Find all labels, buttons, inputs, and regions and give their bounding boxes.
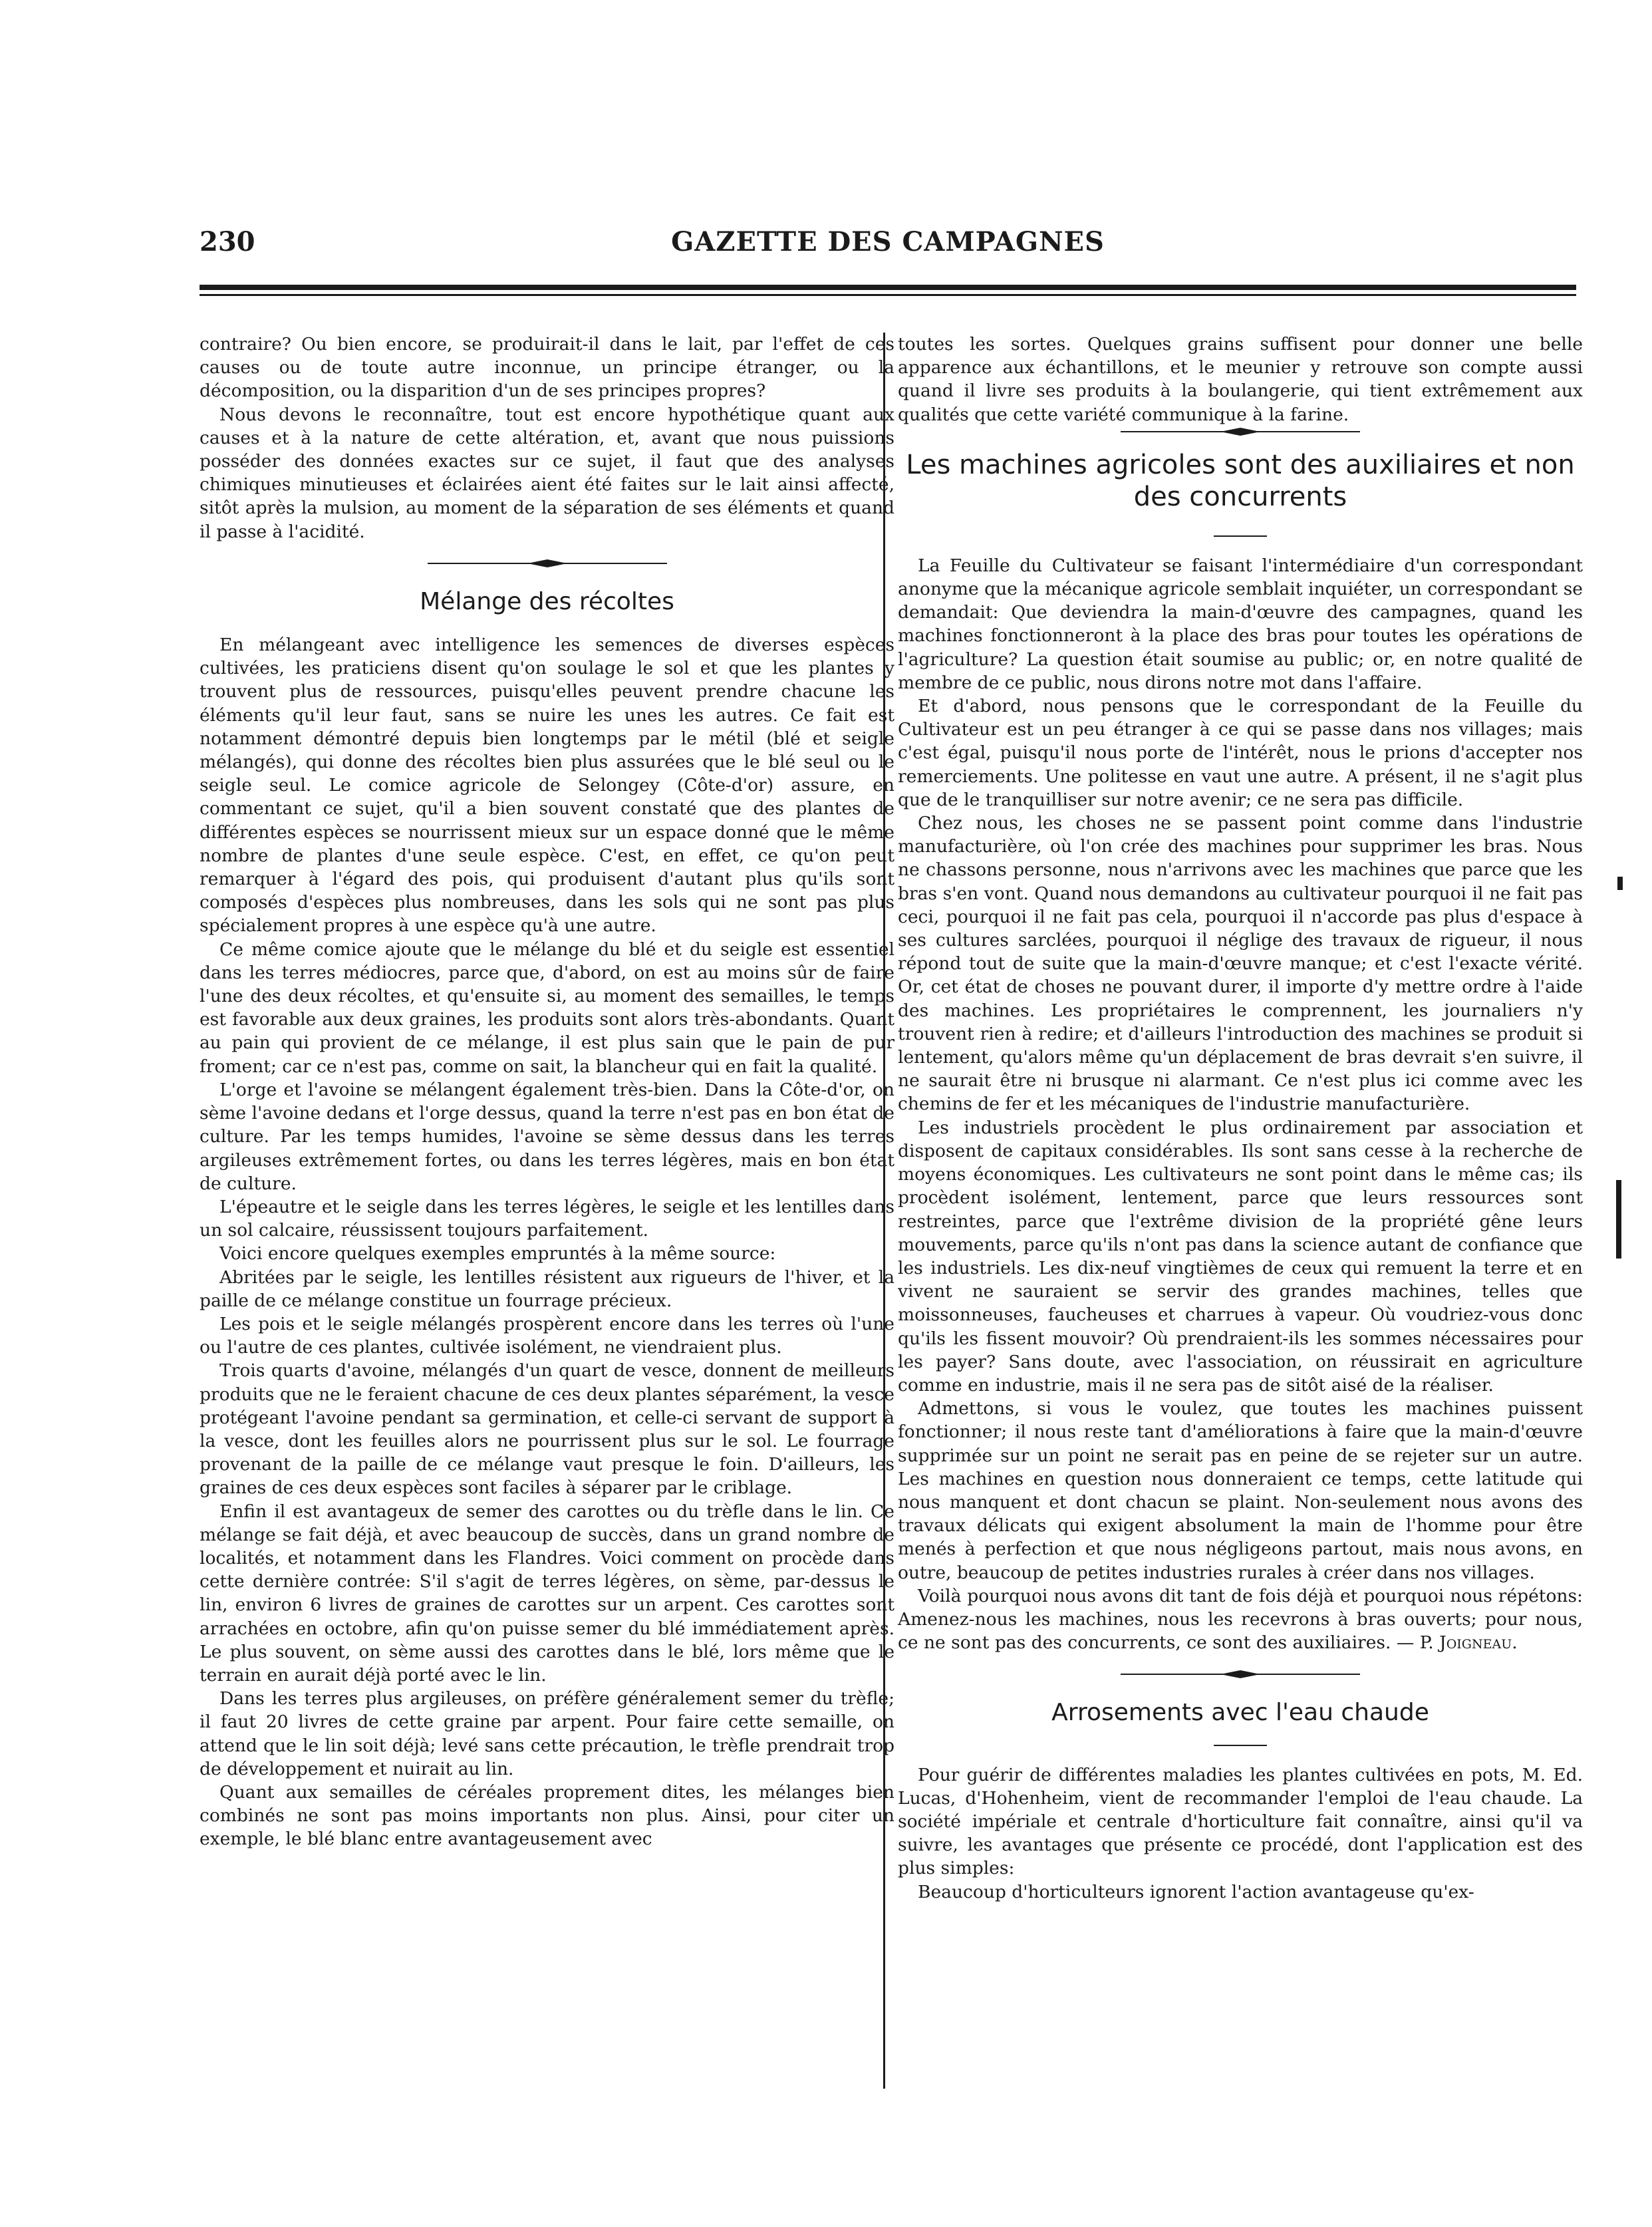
header-rule-thin: [200, 294, 1576, 296]
paragraph: Admettons, si vous le voulez, que toutes les machines puissent fonctionner; il nous reste tant d'améliorations à faire que la main-d'œuvre supprimée sur un point ne serait pas en peine de se rejeter sur un autre. Les machines en question nous donneraient ce temps, cette latitude qui nous manquent et dont chacun se plaint. Non-seulement nous avons des travaux délicats qui exigent absolument la main de l'homme pour être menés à perfection et que nous négligeons partout, mais nous avons, en outre, beaucoup de petites industries rurales à créer dans nos villages.: [898, 1398, 1583, 1583]
section-title-melange: Mélange des récoltes: [420, 587, 674, 615]
paragraph: L'épeautre et le seigle dans les terres légères, le seigle et les lentilles dans un sol calcaire, réussissent toujours parfaitement.: [200, 1196, 895, 1241]
margin-mark: [1616, 1180, 1621, 1259]
paragraph: Les industriels procèdent le plus ordinairement par association et disposent de capitaux considérables. Ils sont sans cesse à la recherche de moyens économiques. Les cultivateurs ne sont point dans le même cas; ils procèdent isolément, lentement, parce que leurs ressources sont restreintes, parce que l'extrême division de la propriété gêne leurs mouvements, parce qu'ils n'ont pas dans la science autant de confiance que les industriels. Les dix-neuf vingtièmes de ceux qui remuent la terre et en vivent ne sauraient se servir des grandes machines, telles que moissonneuses, faucheuses et charrues à vapeur. Où voudriez-vous donc qu'ils les fissent mouvoir? Où prendraient-ils les sommes nécessaires pour les payer? Sans doute, avec l'association, on réussirait en agriculture comme en industrie, mais il ne sera pas de sitôt aisé de la réaliser.: [898, 1117, 1583, 1396]
section-ornament: [428, 558, 667, 569]
right-column: [898, 333, 1583, 1904]
paragraph-text: Voilà pourquoi nous avons dit tant de fois déjà et pourquoi nous répétons: Amenez-nous les machines, nous les recevrons à bras ouverts; pour nous, ce ne sont pas des concurrents, ce sont des auxiliaires.: [898, 1585, 1583, 1654]
margin-mark: [1617, 877, 1623, 890]
paragraph: Les pois et le seigle mélangés prospèrent encore dans les terres où l'une ou l'autre de ces plantes, cultivée isolément, ne viendraient plus.: [200, 1313, 895, 1358]
paragraph: Enfin il est avantageux de semer des carottes ou du trèfle dans le lin. Ce mélange se fait déjà, et avec beaucoup de succès, dans un grand nombre de localités, et notamment dans les Flandres. Voici comment on procède dans cette dernière contrée: S'il s'agit de terres légères, on sème, par-dessus le lin, environ 6 livres de graines de carottes sur un arpent. Ces carottes sont arrachées en octobre, afin qu'on puisse semer du blé immédiatement après. Le plus souvent, on sème aussi des carottes dans le blé, lors même que le terrain en aurait déjà porté avec le lin.: [200, 1501, 895, 1686]
paragraph: Chez nous, les choses ne se passent point comme dans l'industrie manufacturière, où l'on crée des machines pour supprimer les bras. Nous ne chassons personne, nous n'arrivons avec les machines que parce que les bras s'en vont. Quand nous demandons au cultivateur pourquoi il ne fait pas ceci, pourquoi il ne fait pas cela, pourquoi il n'accorde pas plus d'espace à ses cultures sarclées, pourquoi il néglige des travaux de rigueur, il nous répond tout de suite que la main-d'œuvre manque; et c'est l'exacte vérité. Or, cet état de choses ne pouvant durer, il importe d'y mettre ordre à l'aide des machines. Les propriétaires le comprennent, les journaliers n'y trouvent rien à redire; et d'ailleurs l'introduction des machines se produit si lentement, qu'alors même qu'un déplacement de bras devrait s'en suivre, il ne saurait être ni brusque ni alarmant. Ce n'est plus ici comme avec les chemins de fer et les mécaniques de l'industrie manufacturière.: [898, 813, 1583, 1115]
paragraph: Dans les terres plus argileuses, on préfère généralement semer du trèfle; il faut 20 livres de cette graine par arpent. Pour faire cette semaille, on attend que le lin soit déjà; levé sans cette précaution, le trèfle prendrait trop de développement et nuirait au lin.: [200, 1688, 895, 1779]
paragraph: Pour guérir de différentes maladies les plantes cultivées en pots, M. Ed. Lucas, d'Hohenheim, vient de recommander l'emploi de l'eau chaude. La société impériale et centrale d'horticulture fait connaître, ainsi qu'il va suivre, les avantages que présente ce procédé, dont l'application est des plus simples:: [898, 1764, 1583, 1879]
section-title-machines: Les machines agricoles sont des auxiliaires et non des concurrents: [906, 449, 1575, 512]
left-column: [200, 333, 895, 1851]
masthead-title: GAZETTE DES CAMPAGNES: [671, 226, 1105, 257]
paragraph: Quant aux semailles de céréales proprement dites, les mélanges bien combinés ne sont pas moins importants non plus. Ainsi, pour citer un exemple, le blé blanc entre avantageusement avec: [200, 1781, 895, 1850]
title-rule: [1214, 535, 1267, 537]
signature: P. Joigneau.: [1419, 1632, 1518, 1654]
section-ornament: [1121, 426, 1360, 437]
page-number: 230: [200, 226, 255, 257]
header-rule-thick: [200, 285, 1576, 290]
paragraph: Et d'abord, nous pensons que le correspondant de la Feuille du Cultivateur est un peu étranger à ce qui se passe dans nos villages; mais c'est égal, puisqu'il nous porte de l'intérêt, nous le prions d'accepter nos remerciements. Une politesse en vaut une autre. A présent, il ne s'agit plus que de le tranquilliser sur notre avenir; ce ne sera pas difficile.: [898, 696, 1583, 810]
section-ornament: [1121, 1669, 1360, 1680]
paragraph: toutes les sortes. Quelques grains suffisent pour donner une belle apparence aux échantillons, et le meunier y retrouve son compte aussi quand il livre ses produits à la boulangerie, qui tient extrêmement aux qualités que cette variété communique à la farine.: [898, 334, 1583, 425]
title-rule: [1214, 1745, 1267, 1746]
paragraph: L'orge et l'avoine se mélangent également très-bien. Dans la Côte-d'or, on sème l'avoine dedans et l'orge dessus, quand la terre n'est pas en bon état de culture. Par les temps humides, l'avoine se sème dessus dans les terres argileuses extrêmement fortes, ou dans les terres légères, mais en bon état de culture.: [200, 1079, 895, 1194]
paragraph: Beaucoup d'horticulteurs ignorent l'action avantageuse qu'ex-: [918, 1881, 1474, 1902]
paragraph: En mélangeant avec intelligence les semences de diverses espèces cultivées, les praticiens disent qu'on soulage le sol et que les plantes y trouvent plus de ressources, puisqu'elles peuvent prendre chacune les éléments qu'il leur faut, sans se nuire les unes les autres. Ce fait est notamment démontré depuis bien longtemps par le métil (blé et seigle mélangés), qui donne des récoltes bien plus assurées que le blé seul ou le seigle seul. Le comice agricole de Selongey (Côte-d'or) assure, en commentant ce sujet, qu'il a bien souvent constaté que des plantes de différentes espèces se nourrissent mieux sur un espace donné que le même nombre de plantes d'une seule espèce. C'est, en effet, ce qu'on peut remarquer à l'égard des pois, qui produisent d'autant plus qu'ils sont composés d'espèces plus nombreuses, dans les sols qui ne sont pas plus spécialement propres à une espèce qu'à une autre.: [200, 635, 895, 937]
paragraph: contraire? Ou bien encore, se produirait-il dans le lait, par l'effet de ces causes ou de toute autre inconnue, un principe étranger, ou la décomposition, ou la disparition d'un de ses principes propres?: [200, 334, 895, 402]
paragraph: La Feuille du Cultivateur se faisant l'intermédiaire d'un correspondant anonyme que la mécanique agricole semblait inquiéter, un correspondant se demandait: Que deviendra la main-d'œuvre des campagnes, quand les machines fonctionneront à la place des bras pour toutes les opérations de l'agriculture? La question était soumise au public; or, en notre qualité de membre de ce public, nous dirons notre mot dans l'affaire.: [898, 555, 1583, 693]
paragraph: Trois quarts d'avoine, mélangés d'un quart de vesce, donnent de meilleurs produits que ne le feraient chacune de ces deux plantes séparément, la vesce protégeant l'avoine pendant sa germination, et celle-ci servant de support à la vesce, dont les feuilles alors ne pourrissent plus sur le sol. Le fourrage provenant de la paille de ce mélange vaut presque le foin. D'ailleurs, les graines de ces deux espèces sont faciles à séparer par le criblage.: [200, 1360, 895, 1499]
section-title-arrosements: Arrosements avec l'eau chaude: [1051, 1699, 1429, 1727]
paragraph: Voici encore quelques exemples empruntés à la même source:: [219, 1243, 776, 1264]
paragraph: Ce même comice ajoute que le mélange du blé et du seigle est essentiel dans les terres médiocres, parce que, d'abord, on est au moins sûr de faire l'une des deux récoltes, et qu'ensuite si, au moment des semailles, le temps est favorable aux deux graines, les produits sont alors très-abondants. Quant au pain qui provient de ce mélange, il est plus sain que le pain de pur froment; car ce n'est pas, comme on sait, la blancheur qui en fait la qualité.: [200, 939, 895, 1077]
page-header: [200, 226, 1576, 266]
paragraph: Voilà pourquoi nous avons dit tant de fois déjà et pourquoi nous répétons: Amenez-nous les machines, nous les recevrons à bras ouverts; pour nous, ce ne sont pas des concurrents, ce sont des auxiliaires. — P. Joigneau.: [898, 1585, 1583, 1654]
paragraph: Nous devons le reconnaître, tout est encore hypothétique quant aux causes et à la nature de cette altération, et, avant que nous puissions posséder des données exactes sur ce sujet, il faut que des analyses chimiques minutieuses et éclairées aient été faites sur le lait ainsi affecté, sitôt après la mulsion, au moment de la séparation de ses éléments et quand il passe à l'acidité.: [200, 404, 895, 542]
paragraph: Abritées par le seigle, les lentilles résistent aux rigueurs de l'hiver, et la paille de ce mélange constitue un fourrage précieux.: [200, 1266, 895, 1311]
